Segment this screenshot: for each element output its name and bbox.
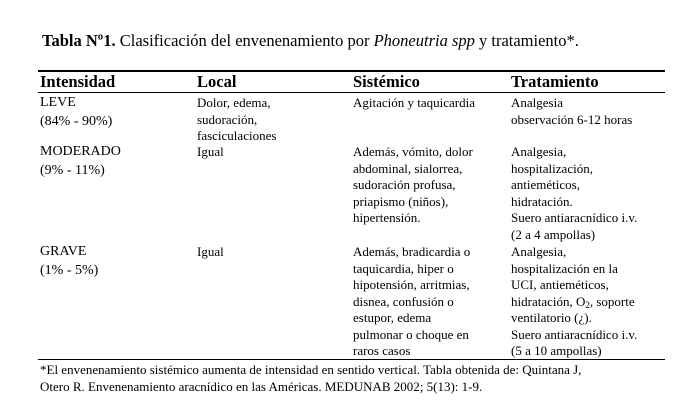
header-sistemico: Sistémico bbox=[353, 72, 420, 91]
row-grave-intensity bbox=[40, 243, 98, 280]
row-grave-systemic bbox=[353, 244, 470, 360]
systemic-line: pulmonar o choque en bbox=[353, 326, 469, 342]
caption-species: Phoneutria spp bbox=[373, 31, 475, 50]
systemic-line: estupor, edema bbox=[353, 310, 432, 325]
systemic-line: hipotensión, arritmias, bbox=[353, 277, 470, 292]
caption-text-before: Clasificación del envenenamiento por bbox=[115, 31, 374, 50]
row-leve-local bbox=[197, 95, 276, 145]
local-line: Igual bbox=[197, 144, 224, 159]
treatment-text: , soporte bbox=[589, 293, 635, 309]
treatment-line: hospitalización, bbox=[511, 160, 593, 176]
footnote-line: *El envenenamiento sistémico aumenta de intensidad en sentido vertical. Tabla obtenida de: Quintana J, bbox=[40, 362, 582, 377]
intensity-label: LEVE bbox=[40, 95, 76, 110]
intensity-range: (1% - 5%) bbox=[40, 262, 99, 278]
row-leve-treatment bbox=[511, 95, 632, 128]
table-footnote bbox=[40, 361, 581, 395]
row-leve-intensity bbox=[40, 94, 112, 131]
treatment-line: Analgesia, bbox=[511, 144, 567, 159]
systemic-line: raros casos bbox=[353, 343, 411, 358]
treatment-line: antieméticos, bbox=[511, 177, 580, 192]
intensity-range: (84% - 90%) bbox=[40, 113, 113, 129]
systemic-line: hipertensión. bbox=[353, 210, 421, 225]
row-moderado-local bbox=[197, 144, 224, 161]
treatment-line: observación 6-12 horas bbox=[511, 111, 633, 127]
row-grave-local bbox=[197, 244, 224, 261]
table-bottom-rule bbox=[38, 359, 665, 360]
local-line: sudoración, bbox=[197, 111, 258, 127]
table-header-rule bbox=[38, 92, 665, 93]
header-local: Local bbox=[197, 72, 237, 91]
local-line: Dolor, edema, bbox=[197, 95, 271, 110]
systemic-line: abdominal, sialorrea, bbox=[353, 160, 463, 176]
treatment-line: Analgesia, bbox=[511, 244, 567, 259]
row-leve-systemic bbox=[353, 95, 475, 112]
systemic-line: priapismo (niños), bbox=[353, 193, 449, 209]
row-moderado-intensity bbox=[40, 143, 121, 180]
footnote-line: Otero R. Envenenamiento aracnídico en las Américas. MEDUNAB 2002; 5(13): 1-9. bbox=[40, 379, 483, 394]
oxygen-subscript: 2 bbox=[585, 299, 590, 310]
systemic-line: Además, vómito, dolor bbox=[353, 144, 473, 159]
treatment-line: (2 a 4 ampollas) bbox=[511, 226, 596, 242]
treatment-line: Analgesia bbox=[511, 95, 563, 110]
treatment-line: Suero antiaracnídico i.v. bbox=[511, 210, 638, 225]
header-tratamiento: Tratamiento bbox=[511, 72, 599, 91]
treatment-line: hidratación. bbox=[511, 193, 573, 209]
row-moderado-treatment bbox=[511, 144, 637, 243]
systemic-line: sudoración profusa, bbox=[353, 177, 456, 192]
treatment-line: (5 a 10 ampollas) bbox=[511, 343, 602, 358]
treatment-line: UCI, antieméticos, bbox=[511, 277, 609, 292]
local-line: fasciculaciones bbox=[197, 128, 277, 143]
systemic-line: Agitación y taquicardia bbox=[353, 95, 476, 110]
treatment-line: Suero antiaracnídico i.v. bbox=[511, 326, 638, 342]
systemic-line: taquicardia, hiper o bbox=[353, 260, 454, 276]
treatment-text: hidratación, O bbox=[511, 293, 586, 309]
caption-label: Tabla Nº1. bbox=[42, 31, 116, 50]
intensity-label: MODERADO bbox=[40, 144, 121, 159]
table-caption bbox=[42, 31, 579, 51]
treatment-line: hospitalización en la bbox=[511, 260, 618, 276]
row-grave-treatment bbox=[511, 244, 637, 360]
systemic-line: disnea, confusión o bbox=[353, 293, 454, 309]
caption-text-after: y tratamiento*. bbox=[474, 31, 579, 50]
treatment-line-oxygen bbox=[511, 294, 637, 311]
intensity-label: GRAVE bbox=[40, 244, 87, 259]
local-line: Igual bbox=[197, 244, 224, 259]
intensity-range: (9% - 11%) bbox=[40, 162, 105, 178]
header-intensidad: Intensidad bbox=[40, 72, 116, 91]
treatment-line: ventilatorio (¿). bbox=[511, 310, 592, 325]
row-moderado-systemic bbox=[353, 144, 473, 227]
systemic-line: Además, bradicardia o bbox=[353, 244, 471, 259]
